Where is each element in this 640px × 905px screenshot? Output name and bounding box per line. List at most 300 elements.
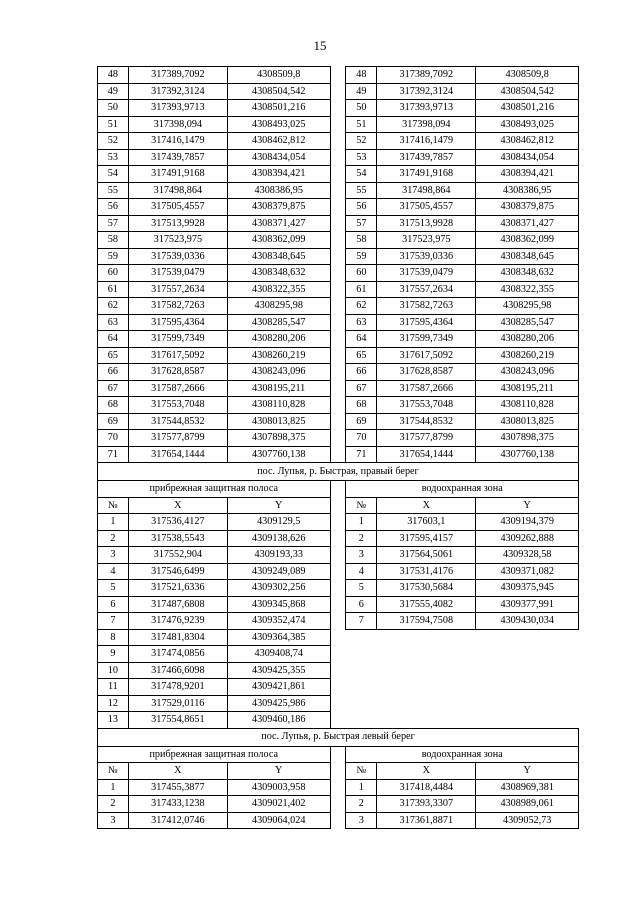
y-coordinate: 4308386,95 bbox=[476, 182, 579, 199]
x-coordinate: 317595,4157 bbox=[377, 530, 476, 547]
column-gap bbox=[330, 563, 346, 580]
x-coordinate: 317539,0336 bbox=[377, 248, 476, 265]
table-row bbox=[98, 347, 579, 364]
column-header-no: № bbox=[346, 763, 377, 780]
x-coordinate: 317544,8532 bbox=[128, 413, 227, 430]
y-coordinate: 4308243,096 bbox=[476, 364, 579, 381]
empty-cell bbox=[346, 679, 377, 696]
column-gap bbox=[330, 199, 346, 216]
column-header-x: X bbox=[377, 497, 476, 514]
y-coordinate: 4308110,828 bbox=[227, 397, 330, 414]
table-row bbox=[98, 662, 579, 679]
subsection-header-row bbox=[98, 481, 579, 498]
right-zone-header: водоохранная зона bbox=[346, 746, 579, 763]
point-number: 11 bbox=[98, 679, 129, 696]
column-header-no: № bbox=[98, 763, 129, 780]
y-coordinate: 4308285,547 bbox=[227, 314, 330, 331]
y-coordinate: 4308394,421 bbox=[227, 166, 330, 183]
y-coordinate: 4308295,98 bbox=[227, 298, 330, 315]
table-row bbox=[98, 100, 579, 117]
point-number: 13 bbox=[98, 712, 129, 729]
y-coordinate: 4309460,186 bbox=[227, 712, 330, 729]
point-number: 48 bbox=[346, 67, 377, 84]
column-gap bbox=[330, 779, 346, 796]
y-coordinate: 4308348,632 bbox=[227, 265, 330, 282]
empty-cell bbox=[476, 646, 579, 663]
empty-cell bbox=[377, 712, 476, 729]
x-coordinate: 317455,3877 bbox=[128, 779, 227, 796]
x-coordinate: 317595,4364 bbox=[128, 314, 227, 331]
table-row bbox=[98, 67, 579, 84]
y-coordinate: 4309129,5 bbox=[227, 514, 330, 531]
empty-cell bbox=[476, 712, 579, 729]
y-coordinate: 4309375,945 bbox=[476, 580, 579, 597]
y-coordinate: 4308504,542 bbox=[227, 83, 330, 100]
column-gap bbox=[330, 116, 346, 133]
x-coordinate: 317513,9928 bbox=[128, 215, 227, 232]
column-gap bbox=[330, 149, 346, 166]
x-coordinate: 317521,6336 bbox=[128, 580, 227, 597]
x-coordinate: 317552,904 bbox=[128, 547, 227, 564]
point-number: 64 bbox=[98, 331, 129, 348]
y-coordinate: 4308462,812 bbox=[227, 133, 330, 150]
column-gap bbox=[330, 397, 346, 414]
table-row bbox=[98, 580, 579, 597]
x-coordinate: 317412,0746 bbox=[128, 812, 227, 829]
table-row bbox=[98, 446, 579, 463]
point-number: 69 bbox=[346, 413, 377, 430]
empty-cell bbox=[346, 646, 377, 663]
column-header-y: Y bbox=[227, 497, 330, 514]
y-coordinate: 4309421,861 bbox=[227, 679, 330, 696]
x-coordinate: 317505,4557 bbox=[128, 199, 227, 216]
coordinates-table bbox=[97, 66, 579, 829]
empty-cell bbox=[377, 695, 476, 712]
point-number: 1 bbox=[346, 514, 377, 531]
y-coordinate: 4308195,211 bbox=[227, 380, 330, 397]
table-row bbox=[98, 695, 579, 712]
y-coordinate: 4308462,812 bbox=[476, 133, 579, 150]
column-gap bbox=[330, 695, 346, 712]
point-number: 2 bbox=[98, 530, 129, 547]
x-coordinate: 317577,8799 bbox=[128, 430, 227, 447]
y-coordinate: 4308386,95 bbox=[227, 182, 330, 199]
y-coordinate: 4308379,875 bbox=[476, 199, 579, 216]
column-header-row bbox=[98, 497, 579, 514]
table-row bbox=[98, 331, 579, 348]
table-row bbox=[98, 298, 579, 315]
point-number: 67 bbox=[346, 380, 377, 397]
x-coordinate: 317498,864 bbox=[377, 182, 476, 199]
section-title: пос. Лупья, р. Быстрая, правый берег bbox=[98, 463, 579, 481]
x-coordinate: 317587,2666 bbox=[377, 380, 476, 397]
point-number: 4 bbox=[346, 563, 377, 580]
point-number: 12 bbox=[98, 695, 129, 712]
table-row bbox=[98, 563, 579, 580]
point-number: 58 bbox=[346, 232, 377, 249]
x-coordinate: 317536,4127 bbox=[128, 514, 227, 531]
y-coordinate: 4308195,211 bbox=[476, 380, 579, 397]
column-gap bbox=[330, 215, 346, 232]
point-number: 3 bbox=[98, 812, 129, 829]
point-number: 3 bbox=[346, 547, 377, 564]
x-coordinate: 317505,4557 bbox=[377, 199, 476, 216]
column-gap bbox=[330, 347, 346, 364]
column-gap bbox=[330, 83, 346, 100]
column-gap bbox=[330, 580, 346, 597]
column-header-y: Y bbox=[476, 497, 579, 514]
point-number: 58 bbox=[98, 232, 129, 249]
point-number: 63 bbox=[346, 314, 377, 331]
x-coordinate: 317557,2634 bbox=[377, 281, 476, 298]
empty-cell bbox=[377, 679, 476, 696]
point-number: 62 bbox=[98, 298, 129, 315]
column-gap bbox=[330, 712, 346, 729]
table-row bbox=[98, 430, 579, 447]
y-coordinate: 4309021,402 bbox=[227, 796, 330, 813]
y-coordinate: 4309425,986 bbox=[227, 695, 330, 712]
x-coordinate: 317557,2634 bbox=[128, 281, 227, 298]
x-coordinate: 317546,6499 bbox=[128, 563, 227, 580]
y-coordinate: 4309003,958 bbox=[227, 779, 330, 796]
point-number: 70 bbox=[346, 430, 377, 447]
x-coordinate: 317555,4082 bbox=[377, 596, 476, 613]
x-coordinate: 317529,0116 bbox=[128, 695, 227, 712]
empty-cell bbox=[377, 629, 476, 646]
x-coordinate: 317523,975 bbox=[377, 232, 476, 249]
table-row bbox=[98, 232, 579, 249]
column-gap bbox=[330, 364, 346, 381]
point-number: 7 bbox=[346, 613, 377, 630]
y-coordinate: 4308969,381 bbox=[476, 779, 579, 796]
y-coordinate: 4308013,825 bbox=[476, 413, 579, 430]
table-row bbox=[98, 314, 579, 331]
point-number: 67 bbox=[98, 380, 129, 397]
point-number: 60 bbox=[98, 265, 129, 282]
table-row bbox=[98, 281, 579, 298]
y-coordinate: 4309425,355 bbox=[227, 662, 330, 679]
column-gap bbox=[330, 413, 346, 430]
point-number: 56 bbox=[346, 199, 377, 216]
empty-cell bbox=[476, 679, 579, 696]
column-gap bbox=[330, 530, 346, 547]
point-number: 5 bbox=[346, 580, 377, 597]
y-coordinate: 4308348,645 bbox=[476, 248, 579, 265]
point-number: 10 bbox=[98, 662, 129, 679]
page-number: 15 bbox=[313, 38, 327, 53]
x-coordinate: 317513,9928 bbox=[377, 215, 476, 232]
x-coordinate: 317398,094 bbox=[128, 116, 227, 133]
y-coordinate: 4309249,089 bbox=[227, 563, 330, 580]
empty-cell bbox=[346, 629, 377, 646]
y-coordinate: 4308493,025 bbox=[476, 116, 579, 133]
y-coordinate: 4308362,099 bbox=[476, 232, 579, 249]
point-number: 65 bbox=[346, 347, 377, 364]
section-title-row bbox=[98, 463, 579, 481]
column-gap bbox=[330, 281, 346, 298]
point-number: 57 bbox=[98, 215, 129, 232]
point-number: 55 bbox=[346, 182, 377, 199]
table-row bbox=[98, 596, 579, 613]
left-zone-header: прибрежная защитная полоса bbox=[98, 746, 331, 763]
point-number: 9 bbox=[98, 646, 129, 663]
x-coordinate: 317582,7263 bbox=[128, 298, 227, 315]
y-coordinate: 4309352,474 bbox=[227, 613, 330, 630]
point-number: 3 bbox=[98, 547, 129, 564]
y-coordinate: 4307898,375 bbox=[227, 430, 330, 447]
table-row bbox=[98, 166, 579, 183]
column-gap bbox=[330, 314, 346, 331]
y-coordinate: 4309430,034 bbox=[476, 613, 579, 630]
x-coordinate: 317594,7508 bbox=[377, 613, 476, 630]
table-row bbox=[98, 248, 579, 265]
table-row bbox=[98, 413, 579, 430]
y-coordinate: 4308501,216 bbox=[476, 100, 579, 117]
x-coordinate: 317433,1238 bbox=[128, 796, 227, 813]
table-row bbox=[98, 83, 579, 100]
y-coordinate: 4308394,421 bbox=[476, 166, 579, 183]
point-number: 2 bbox=[346, 796, 377, 813]
x-coordinate: 317416,1479 bbox=[377, 133, 476, 150]
x-coordinate: 317498,864 bbox=[128, 182, 227, 199]
y-coordinate: 4308110,828 bbox=[476, 397, 579, 414]
column-gap bbox=[330, 596, 346, 613]
x-coordinate: 317393,9713 bbox=[128, 100, 227, 117]
point-number: 71 bbox=[98, 446, 129, 463]
x-coordinate: 317361,8871 bbox=[377, 812, 476, 829]
x-coordinate: 317393,9713 bbox=[377, 100, 476, 117]
point-number: 65 bbox=[98, 347, 129, 364]
x-coordinate: 317654,1444 bbox=[377, 446, 476, 463]
y-coordinate: 4308493,025 bbox=[227, 116, 330, 133]
column-gap bbox=[330, 662, 346, 679]
table-row bbox=[98, 149, 579, 166]
point-number: 2 bbox=[98, 796, 129, 813]
empty-cell bbox=[377, 646, 476, 663]
y-coordinate: 4309262,888 bbox=[476, 530, 579, 547]
x-coordinate: 317553,7048 bbox=[377, 397, 476, 414]
x-coordinate: 317539,0336 bbox=[128, 248, 227, 265]
x-coordinate: 317599,7349 bbox=[128, 331, 227, 348]
point-number: 70 bbox=[98, 430, 129, 447]
section-title: пос. Лупья, р. Быстрая левый берег bbox=[98, 728, 579, 746]
x-coordinate: 317617,5092 bbox=[128, 347, 227, 364]
x-coordinate: 317617,5092 bbox=[377, 347, 476, 364]
y-coordinate: 4308371,427 bbox=[227, 215, 330, 232]
y-coordinate: 4309371,082 bbox=[476, 563, 579, 580]
point-number: 59 bbox=[98, 248, 129, 265]
x-coordinate: 317398,094 bbox=[377, 116, 476, 133]
y-coordinate: 4309302,256 bbox=[227, 580, 330, 597]
point-number: 61 bbox=[346, 281, 377, 298]
table-row bbox=[98, 712, 579, 729]
y-coordinate: 4309138,626 bbox=[227, 530, 330, 547]
table-row bbox=[98, 364, 579, 381]
column-header-row bbox=[98, 763, 579, 780]
point-number: 8 bbox=[98, 629, 129, 646]
point-number: 52 bbox=[98, 133, 129, 150]
x-coordinate: 317389,7092 bbox=[377, 67, 476, 84]
y-coordinate: 4309064,024 bbox=[227, 812, 330, 829]
x-coordinate: 317392,3124 bbox=[128, 83, 227, 100]
y-coordinate: 4308243,096 bbox=[227, 364, 330, 381]
point-number: 52 bbox=[346, 133, 377, 150]
y-coordinate: 4308280,206 bbox=[227, 331, 330, 348]
empty-cell bbox=[476, 695, 579, 712]
point-number: 66 bbox=[98, 364, 129, 381]
x-coordinate: 317539,0479 bbox=[128, 265, 227, 282]
table-row bbox=[98, 547, 579, 564]
point-number: 1 bbox=[98, 514, 129, 531]
x-coordinate: 317491,9168 bbox=[128, 166, 227, 183]
column-gap bbox=[330, 100, 346, 117]
x-coordinate: 317539,0479 bbox=[377, 265, 476, 282]
table-row bbox=[98, 397, 579, 414]
y-coordinate: 4308434,054 bbox=[476, 149, 579, 166]
x-coordinate: 317599,7349 bbox=[377, 331, 476, 348]
column-gap bbox=[330, 481, 346, 498]
x-coordinate: 317481,8304 bbox=[128, 629, 227, 646]
point-number: 69 bbox=[98, 413, 129, 430]
section-title-row bbox=[98, 728, 579, 746]
column-header-y: Y bbox=[476, 763, 579, 780]
y-coordinate: 4308501,216 bbox=[227, 100, 330, 117]
y-coordinate: 4307898,375 bbox=[476, 430, 579, 447]
point-number: 50 bbox=[346, 100, 377, 117]
y-coordinate: 4308509,8 bbox=[476, 67, 579, 84]
point-number: 59 bbox=[346, 248, 377, 265]
point-number: 3 bbox=[346, 812, 377, 829]
table-row bbox=[98, 199, 579, 216]
x-coordinate: 317478,9201 bbox=[128, 679, 227, 696]
x-coordinate: 317389,7092 bbox=[128, 67, 227, 84]
point-number: 51 bbox=[98, 116, 129, 133]
x-coordinate: 317554,8651 bbox=[128, 712, 227, 729]
point-number: 66 bbox=[346, 364, 377, 381]
point-number: 49 bbox=[346, 83, 377, 100]
point-number: 50 bbox=[98, 100, 129, 117]
y-coordinate: 4308295,98 bbox=[476, 298, 579, 315]
left-zone-header: прибрежная защитная полоса bbox=[98, 481, 331, 498]
point-number: 53 bbox=[346, 149, 377, 166]
column-header-x: X bbox=[128, 763, 227, 780]
x-coordinate: 317418,4484 bbox=[377, 779, 476, 796]
point-number: 68 bbox=[346, 397, 377, 414]
point-number: 53 bbox=[98, 149, 129, 166]
table-row bbox=[98, 629, 579, 646]
column-gap bbox=[330, 547, 346, 564]
x-coordinate: 317628,8587 bbox=[377, 364, 476, 381]
y-coordinate: 4308285,547 bbox=[476, 314, 579, 331]
x-coordinate: 317439,7857 bbox=[377, 149, 476, 166]
column-header-y: Y bbox=[227, 763, 330, 780]
y-coordinate: 4309193,33 bbox=[227, 547, 330, 564]
column-gap bbox=[330, 133, 346, 150]
point-number: 6 bbox=[346, 596, 377, 613]
column-gap bbox=[330, 646, 346, 663]
point-number: 7 bbox=[98, 613, 129, 630]
table-row bbox=[98, 215, 579, 232]
x-coordinate: 317491,9168 bbox=[377, 166, 476, 183]
point-number: 1 bbox=[98, 779, 129, 796]
x-coordinate: 317476,9239 bbox=[128, 613, 227, 630]
y-coordinate: 4308362,099 bbox=[227, 232, 330, 249]
point-number: 68 bbox=[98, 397, 129, 414]
point-number: 49 bbox=[98, 83, 129, 100]
point-number: 55 bbox=[98, 182, 129, 199]
column-header-no: № bbox=[98, 497, 129, 514]
x-coordinate: 317466,6098 bbox=[128, 662, 227, 679]
table-row bbox=[98, 514, 579, 531]
table-row bbox=[98, 380, 579, 397]
empty-cell bbox=[377, 662, 476, 679]
column-gap bbox=[330, 298, 346, 315]
column-gap bbox=[330, 763, 346, 780]
table-row bbox=[98, 133, 579, 150]
x-coordinate: 317531,4176 bbox=[377, 563, 476, 580]
right-zone-header: водоохранная зона bbox=[346, 481, 579, 498]
point-number: 71 bbox=[346, 446, 377, 463]
table-row bbox=[98, 530, 579, 547]
y-coordinate: 4308013,825 bbox=[227, 413, 330, 430]
point-number: 64 bbox=[346, 331, 377, 348]
table-row bbox=[98, 796, 579, 813]
x-coordinate: 317587,2666 bbox=[128, 380, 227, 397]
column-gap bbox=[330, 629, 346, 646]
column-gap bbox=[330, 796, 346, 813]
point-number: 2 bbox=[346, 530, 377, 547]
column-gap bbox=[330, 67, 346, 84]
y-coordinate: 4308379,875 bbox=[227, 199, 330, 216]
table-row bbox=[98, 646, 579, 663]
y-coordinate: 4308989,061 bbox=[476, 796, 579, 813]
x-coordinate: 317564,5061 bbox=[377, 547, 476, 564]
y-coordinate: 4309194,379 bbox=[476, 514, 579, 531]
point-number: 56 bbox=[98, 199, 129, 216]
column-header-no: № bbox=[346, 497, 377, 514]
column-gap bbox=[330, 182, 346, 199]
column-gap bbox=[330, 812, 346, 829]
y-coordinate: 4307760,138 bbox=[227, 446, 330, 463]
x-coordinate: 317393,3307 bbox=[377, 796, 476, 813]
x-coordinate: 317487,6808 bbox=[128, 596, 227, 613]
point-number: 6 bbox=[98, 596, 129, 613]
point-number: 63 bbox=[98, 314, 129, 331]
y-coordinate: 4307760,138 bbox=[476, 446, 579, 463]
column-gap bbox=[330, 430, 346, 447]
x-coordinate: 317603,1 bbox=[377, 514, 476, 531]
x-coordinate: 317530,5684 bbox=[377, 580, 476, 597]
point-number: 54 bbox=[346, 166, 377, 183]
point-number: 57 bbox=[346, 215, 377, 232]
y-coordinate: 4308434,054 bbox=[227, 149, 330, 166]
empty-cell bbox=[476, 629, 579, 646]
column-gap bbox=[330, 166, 346, 183]
point-number: 1 bbox=[346, 779, 377, 796]
x-coordinate: 317392,3124 bbox=[377, 83, 476, 100]
table-row bbox=[98, 182, 579, 199]
column-gap bbox=[330, 265, 346, 282]
y-coordinate: 4308280,206 bbox=[476, 331, 579, 348]
column-gap bbox=[330, 331, 346, 348]
y-coordinate: 4309364,385 bbox=[227, 629, 330, 646]
y-coordinate: 4308322,355 bbox=[476, 281, 579, 298]
x-coordinate: 317523,975 bbox=[128, 232, 227, 249]
y-coordinate: 4309408,74 bbox=[227, 646, 330, 663]
column-gap bbox=[330, 248, 346, 265]
empty-cell bbox=[346, 712, 377, 729]
table-row bbox=[98, 679, 579, 696]
